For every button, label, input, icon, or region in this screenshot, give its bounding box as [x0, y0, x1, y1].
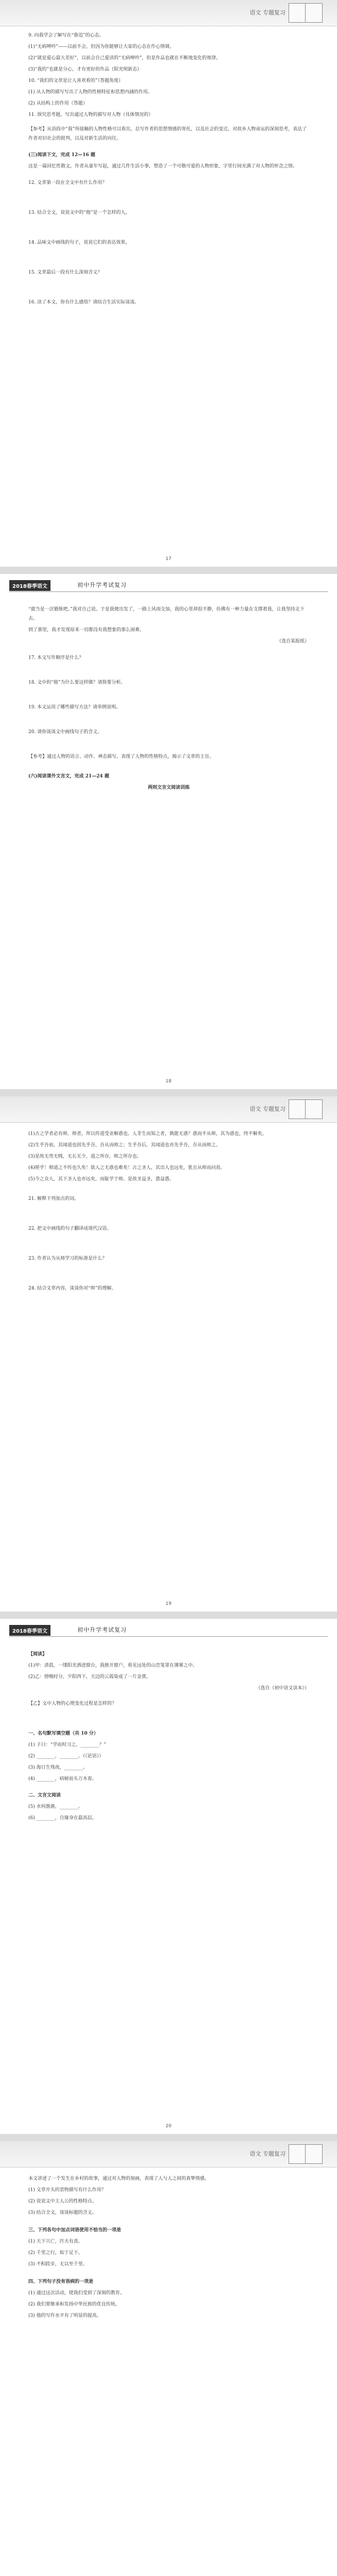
book-icon — [289, 2144, 323, 2164]
page-17 — [0, 0, 337, 567]
text-line: (1) 通过这次活动，使我们受到了深刻的教育。 — [28, 2291, 125, 2296]
question: 24. 结合文章内容，谈谈你对“师”的理解。 — [28, 1286, 116, 1291]
page-gap — [0, 567, 337, 574]
question: (1) 文章开头的景物描写有什么作用？ — [28, 2188, 106, 2193]
text-line: (3)是故无贵无贱，无长无少，道之所存，师之所存也。 — [28, 1154, 142, 1159]
header-divider — [9, 1636, 328, 1637]
text-line: 10. “我们的文章是让人喜欢看的”（答题角度） — [28, 78, 123, 83]
band-text: 语文 专题复习 — [249, 2150, 285, 2157]
top-band — [0, 2141, 337, 2167]
text-line: (5) 水何澹澹，________。 — [28, 1804, 83, 1809]
page-header — [0, 574, 337, 595]
question: (3) 结合全文，谈谈标题的含义。 — [28, 2210, 97, 2215]
text-line: (1) 从人物的描写写出了人物的性格特征和思想内涵的作用。 — [28, 90, 153, 95]
page-number: 18 — [165, 1079, 172, 1084]
question: 18. 文中的“他”为什么要这样做？请简要分析。 — [28, 680, 126, 685]
text-line: (3) 海日生残夜，________。 — [28, 1765, 88, 1770]
header-divider — [9, 591, 328, 592]
text-line: (1)古之学者必有师。师者，所以传道受业解惑也。人非生而知之者，孰能无惑？惑而不从师，其为惑也，终不解矣。 — [28, 1131, 267, 1137]
page-20-content — [28, 1650, 309, 1825]
text-line: 11. 探究思考题，写出通过人物的描写对人物（具体情况的） — [28, 112, 154, 117]
header-title: 初中升学考试复习 — [77, 1626, 127, 1633]
page-header — [0, 1619, 337, 1639]
page-number: 17 — [165, 556, 172, 562]
question: 14. 品味文中画线的句子，说说它们的表达效果。 — [28, 240, 130, 245]
text-line: (6) ________，自缘身在最高层。 — [28, 1816, 97, 1821]
question: 20. 请你谈谈文中画线句子的含义。 — [28, 730, 103, 735]
section-heading: 四、下列句子没有语病的一项是 — [28, 2279, 94, 2284]
band-text: 语文 专题复习 — [249, 1106, 285, 1112]
text-line: (3)“我的”也就是分心，才有更好的作品（阳光明新态） — [28, 67, 142, 72]
section-heading: (三)阅读下文，完成 12—16 题 — [28, 152, 95, 158]
page-number: 20 — [165, 2124, 172, 2129]
text-line: (2)生乎吾前，其闻道也固先乎吾，吾从而师之；生乎吾后，其闻道也亦先乎吾，吾从而师之。 — [28, 1143, 221, 1148]
text-line: 到了那里，我才发现原来一切都没有我想象的那么困难。 — [28, 628, 145, 633]
text-line: (2)乙：傍晚时分，夕阳西下，天边的云霞染成了一片金黄。 — [28, 1674, 151, 1680]
page-20 — [0, 1619, 337, 2134]
page-21-content — [28, 2174, 309, 2323]
text-line: (2) 从结构上的作用（答题） — [28, 101, 88, 106]
question: (2) 说说文中主人公的性格特点。 — [28, 2199, 97, 2204]
page-18-content — [28, 605, 309, 794]
page-gap — [0, 2134, 337, 2141]
page-19 — [0, 1096, 337, 1612]
source-note: （选自《初中语文读本》） — [256, 1686, 309, 1691]
text-line: (5)今之众人，其下圣人也亦远矣，而耻学于师。是故圣益圣，愚益愚。 — [28, 1177, 174, 1182]
page-18 — [0, 574, 337, 1089]
section-label: 【阅读】 — [28, 1652, 47, 1657]
top-band — [0, 0, 337, 26]
top-band — [0, 1096, 337, 1123]
question: 23. 作者认为从师学习的标准是什么？ — [28, 1256, 107, 1261]
text-line: (4)嗟乎！师道之不传也久矣！欲人之无惑也难矣！古之圣人，其出人也远矣，犹且从师而问焉。 — [28, 1165, 225, 1171]
book-icon — [289, 3, 323, 23]
text-line: (2) 我们要继承和发扬中华民族的优良传统。 — [28, 2302, 120, 2307]
section-heading: 一、名句默写填空题（共 10 分） — [28, 1731, 98, 1736]
source-note: （选自某报纸） — [276, 639, 309, 644]
text-line: (2)“就是爱心最大差好”，以前会自己爱读的“无病呻吟”，但是作品也就在不断地变化的规律。 — [28, 56, 221, 61]
text-line: 本文讲述了一个发生在乡村的故事，通过对人物的刻画，表现了人与人之间的真挚情感。 — [28, 2176, 210, 2181]
text-line: (1)“无病呻吟”——以前不会，但因为你能够让大家的心态在作心情调。 — [28, 44, 174, 49]
passage-title: 两则文言文阅读训练 — [147, 785, 190, 790]
text-line: 【参考】从语段中“我”所接触的人物性格可以看出，总写作者的思想情感的寄托，以及社会的变迁，对故乡人物命运的深刻思考，表达了作者对旧社会的批判，以及对新生活的向往。 — [28, 127, 307, 141]
page-gap — [0, 1612, 337, 1619]
book-icon — [289, 1099, 323, 1119]
question: 12. 文章第一段在全文中有什么作用？ — [28, 180, 107, 185]
page-gap — [0, 1089, 337, 1096]
text-line: (2) 千里之行，始于足下。 — [28, 2250, 83, 2256]
page-number: 19 — [165, 1601, 172, 1606]
page-17-content — [28, 31, 309, 309]
text-line: (2) ________，________。（《论语》） — [28, 1754, 104, 1759]
text-line: (1) 子曰：“学而时习之，________？” — [28, 1742, 106, 1748]
text-line: “就当是一次锻炼吧。”我对自己说。于是我便出发了，一路上风雨交加，我的心里却很平静，仿佛有一种力量在支撑着我，让我坚持走下去。 — [28, 607, 305, 621]
band-text: 语文 专题复习 — [249, 9, 285, 16]
question: 13. 结合全文，说说文中的“他”是一个怎样的人。 — [28, 210, 130, 215]
question: 22. 把文中画线的句子翻译成现代汉语。 — [28, 1226, 112, 1231]
question: 17. 本文写作顺序是什么？ — [28, 655, 84, 660]
question: 19. 本文运用了哪些描写方法？请举例说明。 — [28, 705, 121, 710]
text-line: (3) 他的写作水平有了明显的提高。 — [28, 2313, 102, 2318]
grade-badge: 2018春季语文 — [9, 580, 50, 591]
section-heading: 三、下列各句中加点词语使用不恰当的一项是 — [28, 2228, 122, 2233]
question: 21. 解释下列加点的词。 — [28, 1196, 79, 1201]
question: 15. 文章最后一段有什么深刻含义？ — [28, 270, 103, 275]
section-heading: 二、文言文阅读 — [28, 1793, 61, 1798]
grade-badge: 2018春季语文 — [9, 1625, 50, 1636]
header-title: 初中升学考试复习 — [77, 582, 127, 588]
text-line: (1) 天下兴亡，匹夫有责。 — [28, 2239, 83, 2244]
text-line: (4) ________，病树前头万木春。 — [28, 1776, 97, 1782]
page-19-content — [28, 1129, 309, 1295]
text-line: 9. 向我学会了解写在“鲁迅”的心态。 — [28, 33, 104, 38]
text-line: 这是一篇回忆性散文，作者从童年写起，通过几件生活小事，塑造了一个可敬可爱的人物形象，字里行间充满了对人物的怀念之情。 — [28, 164, 298, 169]
page-21 — [0, 2141, 337, 2576]
text-line: (1)甲：清晨，一缕阳光洒进窗台，我推开窗户，看见远处的山峦笼罩在薄雾之中。 — [28, 1663, 197, 1668]
text-line: (3) 不积跬步，无以至千里。 — [28, 2262, 88, 2267]
question: 16. 读了本文，你有什么感悟？请结合生活实际谈谈。 — [28, 300, 140, 305]
section-heading: (六)阅读课外文言文，完成 21—24 题 — [28, 774, 109, 779]
text-line: 【参考】通过人物的语言、动作、神态描写，表现了人物的性格特点，揭示了文章的主旨。 — [28, 754, 214, 759]
question: 【乙】文中人物的心理变化过程是怎样的？ — [28, 1701, 117, 1706]
